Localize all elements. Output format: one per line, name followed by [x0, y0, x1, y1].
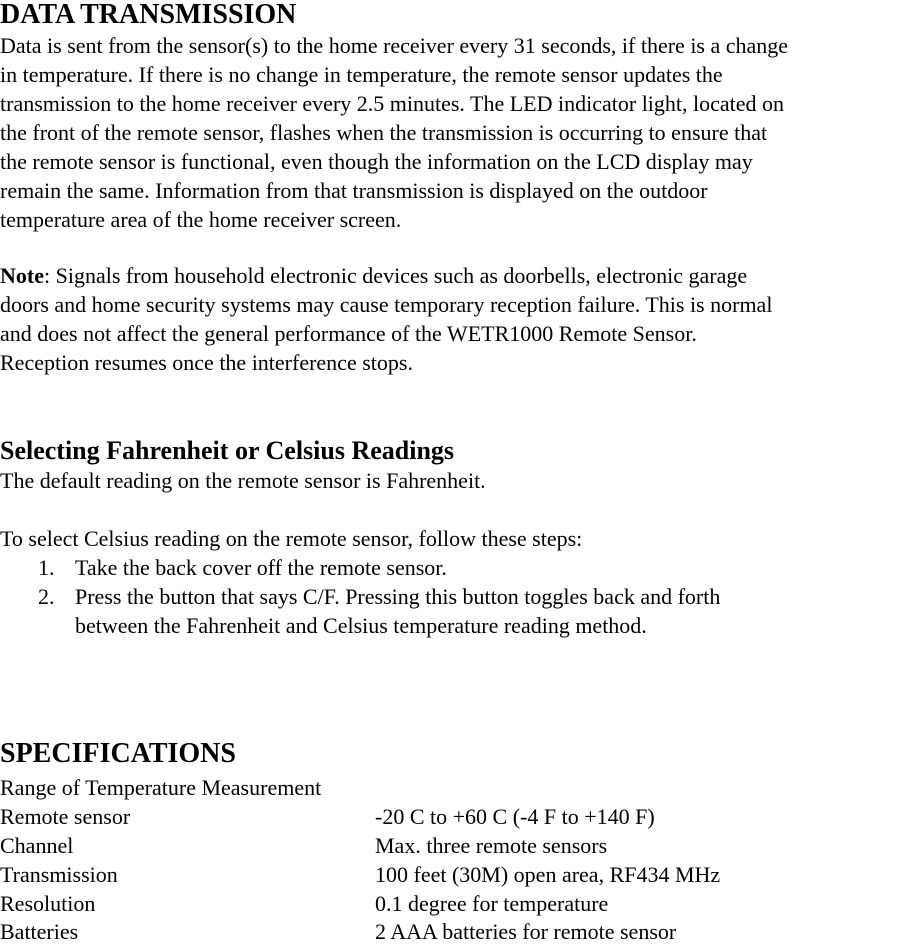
spec-value: Max. three remote sensors [375, 833, 608, 858]
specifications-subheading: Range of Temperature Measurement [0, 775, 322, 800]
spec-value: 100 feet (30M) open area, RF434 MHz [375, 862, 721, 887]
spec-row [0, 831, 897, 860]
paragraph-line: in temperature. If there is no change in temperature, the remote sensor updates the [0, 62, 723, 87]
spec-value: -20 C to +60 C (-4 F to +140 F) [375, 804, 655, 829]
spec-value: 2 AAA batteries for remote sensor [375, 919, 677, 944]
spec-label: Remote sensor [0, 804, 131, 829]
steps-intro: To select Celsius reading on the remote sensor, follow these steps: [0, 526, 583, 551]
data-transmission-heading: DATA TRANSMISSION [0, 0, 297, 30]
note-label: Note [0, 263, 44, 288]
paragraph-line: Reception resumes once the interference stops. [0, 350, 413, 375]
paragraph-line: remain the same. Information from that transmission is displayed on the outdoor [0, 178, 708, 203]
paragraph-line: the front of the remote sensor, flashes when the transmission is occurring to ensure that [0, 120, 768, 145]
spec-label: Transmission [0, 862, 118, 887]
selecting-heading: Selecting Fahrenheit or Celsius Readings [0, 436, 455, 465]
data-transmission-paragraph [0, 31, 897, 234]
paragraph-line: transmission to the home receiver every 2.5 minutes. The LED indicator light, located on [0, 91, 785, 116]
step-text: between the Fahrenheit and Celsius temperature reading method. [75, 613, 647, 638]
spec-row [0, 917, 897, 946]
paragraph-line: doors and home security systems may cause temporary reception failure. This is normal [0, 292, 773, 317]
step-number: 2. [38, 584, 55, 609]
paragraph-line [0, 261, 897, 290]
note-paragraph [0, 261, 897, 377]
spec-label: Batteries [0, 919, 79, 944]
spec-label: Channel [0, 833, 74, 858]
step-text: Press the button that says C/F. Pressing this button toggles back and forth [75, 584, 721, 609]
paragraph-line: and does not affect the general performance of the WETR1000 Remote Sensor. [0, 321, 697, 346]
spec-value: 0.1 degree for temperature [375, 891, 609, 916]
step-text: Take the back cover off the remote sensor. [75, 555, 447, 580]
spec-row [0, 889, 897, 918]
default-reading-text: The default reading on the remote sensor is Fahrenheit. [0, 468, 486, 493]
paragraph-line: temperature area of the home receiver screen. [0, 207, 402, 232]
note-text: : Signals from household electronic devices such as doorbells, electronic garage [43, 263, 748, 288]
paragraph-line: the remote sensor is functional, even though the information on the LCD display may [0, 149, 753, 174]
specifications-heading: SPECIFICATIONS [0, 738, 236, 769]
spec-label: Resolution [0, 891, 96, 916]
spec-row [0, 802, 897, 831]
paragraph-line: Data is sent from the sensor(s) to the home receiver every 31 seconds, if there is a change [0, 33, 789, 58]
step-number: 1. [38, 555, 55, 580]
spec-row [0, 860, 897, 889]
